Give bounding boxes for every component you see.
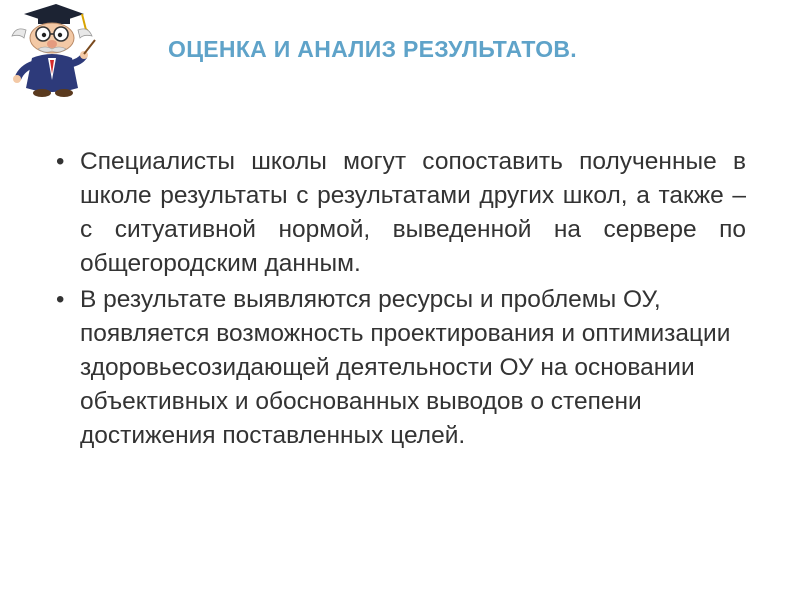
bullet-dot-icon: • (56, 286, 65, 313)
professor-mascot-icon (4, 0, 96, 100)
bullet-item (56, 145, 746, 281)
bullet-text: Специалисты школы могут сопоставить полученные в школе результаты с результатами других школ, а также – с ситуативной нормой, выведенной на сервере по общегородским данным. (80, 148, 746, 277)
bullet-list (56, 145, 746, 453)
bullet-item (56, 283, 746, 453)
bullet-dot-icon: • (56, 148, 65, 175)
bullet-text: В результате выявляются ресурсы и проблемы ОУ, появляется возможность проектирования и оптимизации здоровьесозидающей деятельности ОУ на основании объективных и обоснованных выводов о степени достижения поставленных целей. (80, 286, 731, 449)
slide-title: ОЦЕНКА И АНАЛИЗ РЕЗУЛЬТАТОВ. (168, 36, 578, 62)
